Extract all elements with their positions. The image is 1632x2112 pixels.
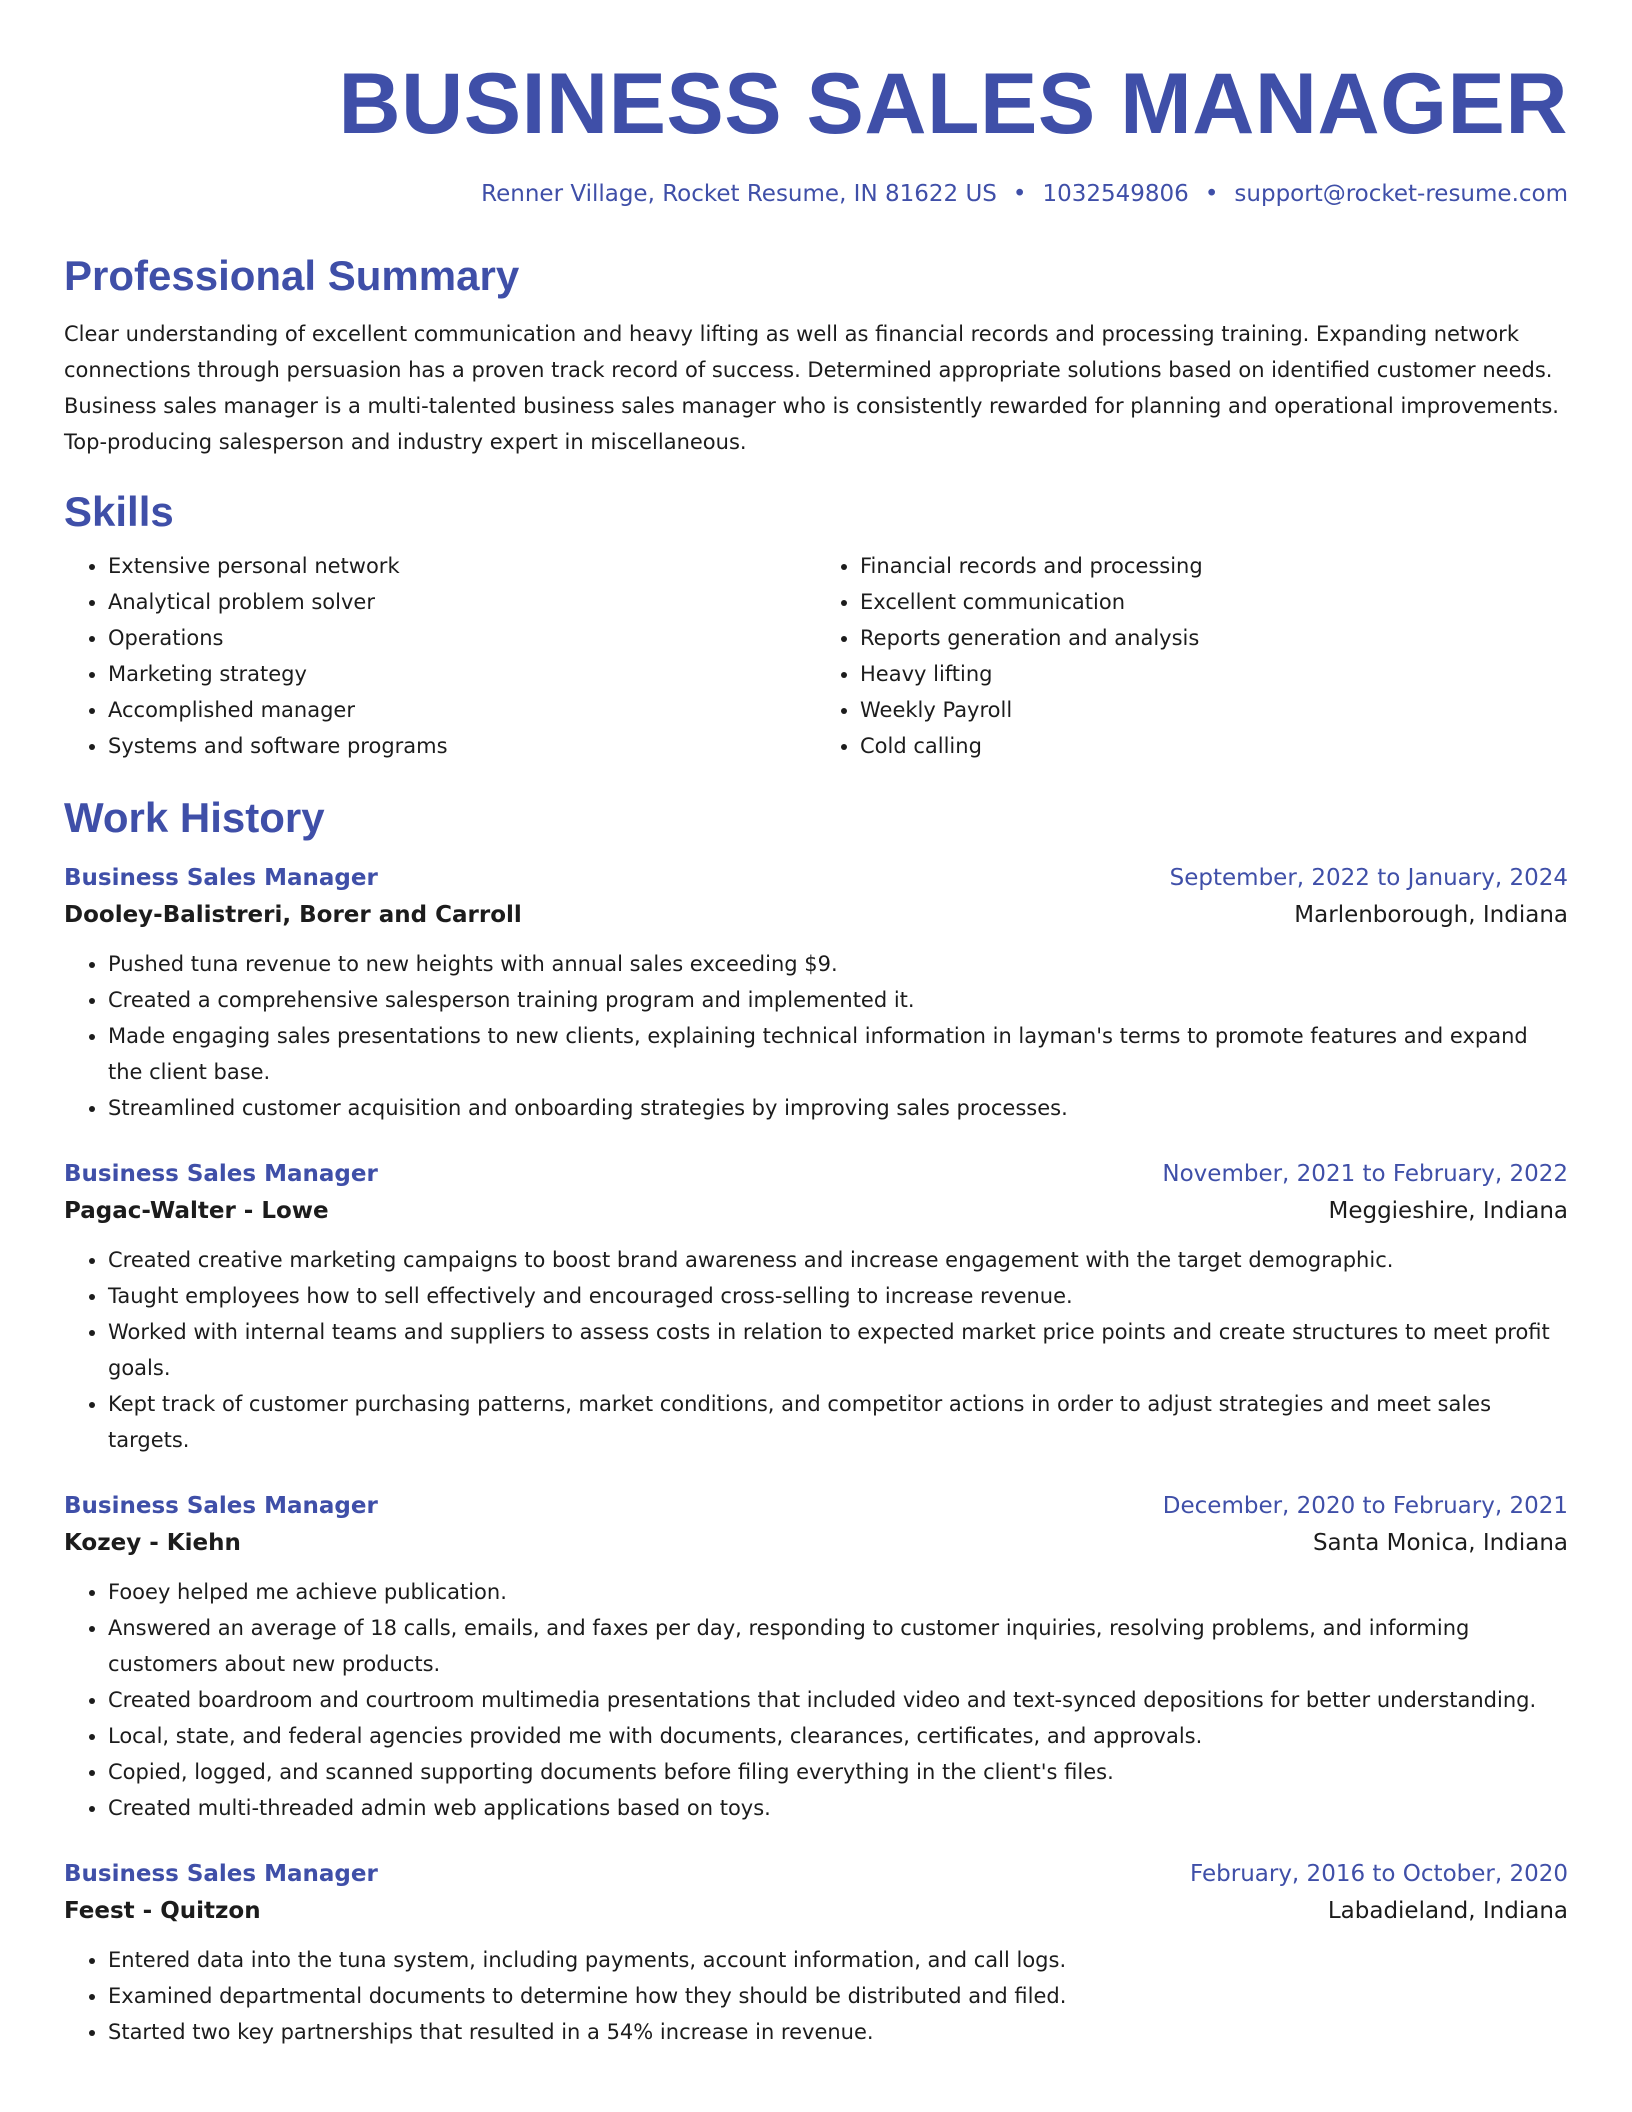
skill-item: • Excellent communication	[860, 584, 1568, 620]
job-header-row	[64, 1156, 1568, 1192]
skills-grid	[64, 548, 1568, 764]
job-company-row	[64, 1192, 1568, 1230]
skill-item: • Extensive personal network	[108, 548, 816, 584]
skill-item: • Reports generation and analysis	[860, 620, 1568, 656]
job-bullet: • Kept track of customer purchasing patterns, market conditions, and competitor actions in order to adjust strategies and meet sales targets.	[108, 1386, 1568, 1458]
skill-item: • Operations	[108, 620, 816, 656]
job-entry	[64, 1488, 1568, 1826]
work-history-heading: Work History	[64, 794, 325, 841]
job-company-row	[64, 1524, 1568, 1562]
skill-item: • Analytical problem solver	[108, 584, 816, 620]
skill-item: • Cold calling	[860, 728, 1568, 764]
resume-name-heading: BUSINESS SALES MANAGER	[338, 56, 1568, 152]
job-company: Dooley-Balistreri, Borer and Carroll	[64, 902, 522, 928]
job-dates: December, 2020 to February, 2021	[1162, 1493, 1568, 1519]
skill-item: • Accomplished manager	[108, 692, 816, 728]
job-title: Business Sales Manager	[64, 1493, 378, 1519]
skill-item: • Marketing strategy	[108, 656, 816, 692]
contact-separator: •	[1012, 181, 1027, 207]
job-title: Business Sales Manager	[64, 1161, 378, 1187]
contact-line	[64, 178, 1568, 210]
job-bullet: • Streamlined customer acquisition and onboarding strategies by improving sales processes.	[108, 1090, 1568, 1126]
skill-item: • Financial records and processing	[860, 548, 1568, 584]
job-location: Marlenborough, Indiana	[1294, 902, 1568, 928]
contact-email: support@rocket-resume.com	[1234, 181, 1568, 207]
job-bullet: • Answered an average of 18 calls, emails, and faxes per day, responding to customer inquiries, resolving problems, and informing customers about new products.	[108, 1610, 1568, 1682]
job-bullet-list	[64, 1574, 1568, 1826]
contact-address: Renner Village, Rocket Resume, IN 81622 US	[481, 181, 997, 207]
job-header-row	[64, 1488, 1568, 1524]
job-bullet: • Started two key partnerships that resulted in a 54% increase in revenue.	[108, 2014, 1568, 2050]
job-entry	[64, 1856, 1568, 2050]
job-bullet: • Fooey helped me achieve publication.	[108, 1574, 1568, 1610]
job-header-row	[64, 860, 1568, 896]
job-location: Santa Monica, Indiana	[1312, 1530, 1568, 1556]
job-title: Business Sales Manager	[64, 865, 378, 891]
job-dates: November, 2021 to February, 2022	[1162, 1161, 1568, 1187]
job-bullet: • Made engaging sales presentations to new clients, explaining technical information in layman's terms to promote features and expand the client base.	[108, 1018, 1568, 1090]
job-company-row	[64, 1892, 1568, 1930]
job-bullet: • Taught employees how to sell effectively and encouraged cross-selling to increase revenue.	[108, 1278, 1568, 1314]
job-bullet: • Pushed tuna revenue to new heights with annual sales exceeding $9.	[108, 946, 1568, 982]
job-bullet: • Entered data into the tuna system, including payments, account information, and call logs.	[108, 1942, 1568, 1978]
job-bullet: • Created multi-threaded admin web applications based on toys.	[108, 1790, 1568, 1826]
job-bullet: • Copied, logged, and scanned supporting documents before filing everything in the client's files.	[108, 1754, 1568, 1790]
job-dates: September, 2022 to January, 2024	[1169, 865, 1568, 891]
job-location: Meggieshire, Indiana	[1328, 1198, 1568, 1224]
job-dates: February, 2016 to October, 2020	[1190, 1861, 1568, 1887]
job-bullet: • Worked with internal teams and suppliers to assess costs in relation to expected market price points and create structures to meet profit goals.	[108, 1314, 1568, 1386]
job-bullet: • Local, state, and federal agencies provided me with documents, clearances, certificates, and approvals.	[108, 1718, 1568, 1754]
resume-page	[64, 0, 1568, 2050]
job-bullet-list	[64, 946, 1568, 1126]
job-entry	[64, 1156, 1568, 1458]
skills-heading: Skills	[64, 488, 174, 535]
contact-phone: 1032549806	[1042, 181, 1189, 207]
job-bullet: • Examined departmental documents to determine how they should be distributed and filed.	[108, 1978, 1568, 2014]
job-bullet: • Created boardroom and courtroom multimedia presentations that included video and text-synced depositions for better understanding.	[108, 1682, 1568, 1718]
job-company: Pagac-Walter - Lowe	[64, 1198, 329, 1224]
job-bullet-list	[64, 1242, 1568, 1458]
skills-list-left	[64, 548, 816, 764]
job-bullet: • Created a comprehensive salesperson training program and implemented it.	[108, 982, 1568, 1018]
skill-item: • Systems and software programs	[108, 728, 816, 764]
job-company: Feest - Quitzon	[64, 1898, 261, 1924]
contact-separator: •	[1204, 181, 1219, 207]
job-bullet: • Created creative marketing campaigns to boost brand awareness and increase engagement with the target demographic.	[108, 1242, 1568, 1278]
summary-heading: Professional Summary	[64, 252, 520, 299]
skill-item: • Weekly Payroll	[860, 692, 1568, 728]
job-company-row	[64, 896, 1568, 934]
skills-list-right	[816, 548, 1568, 764]
job-company: Kozey - Kiehn	[64, 1530, 241, 1556]
summary-text: Clear understanding of excellent communication and heavy lifting as well as financial records and processing training. Expanding network connections through persuasion has a proven track record of success. Determined appropriate solutions based on identified customer needs. Business sales manager is a multi-talented business sales manager who is consistently rewarded for planning and operational improvements. Top-producing salesperson and industry expert in miscellaneous.	[64, 322, 1559, 454]
job-entry	[64, 860, 1568, 1126]
job-location: Labadieland, Indiana	[1327, 1898, 1568, 1924]
job-header-row	[64, 1856, 1568, 1892]
job-title: Business Sales Manager	[64, 1861, 378, 1887]
job-bullet-list	[64, 1942, 1568, 2050]
skill-item: • Heavy lifting	[860, 656, 1568, 692]
